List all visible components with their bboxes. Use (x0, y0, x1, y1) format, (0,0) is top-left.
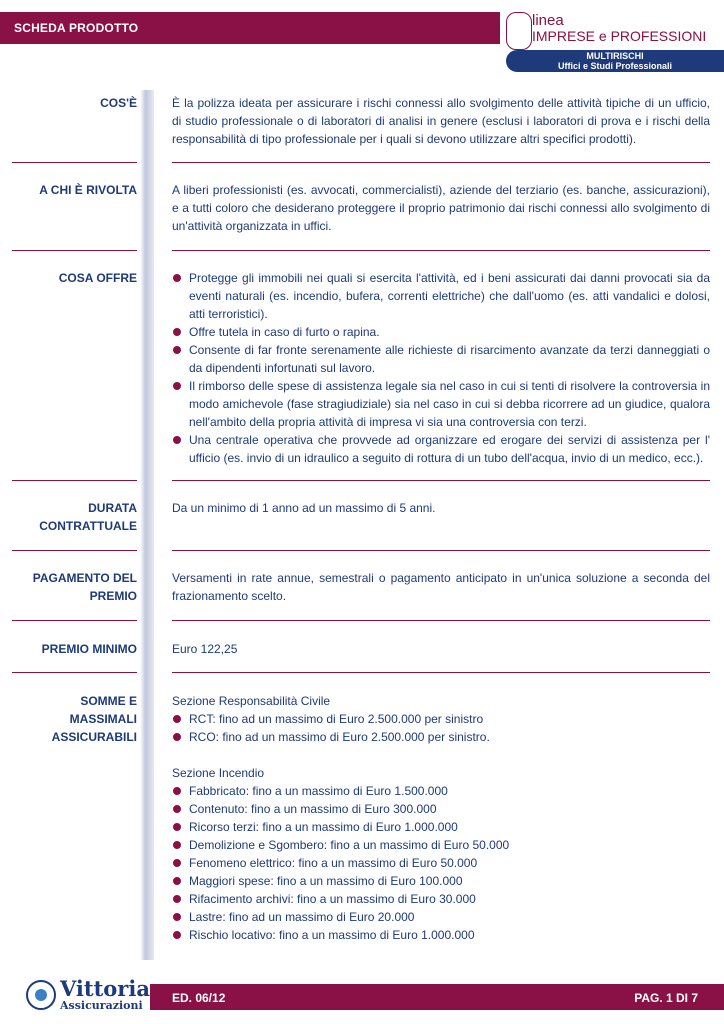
list-item: Protegge gli immobili nei quali si esercita l'attività, ed i beni assicurati dai danni provocati sia da eventi naturali (es. incendio, bufera, correnti elettriche) che dall'uomo (es. atti vandalici e dolosi, atti terroristici). (172, 269, 710, 323)
divider (172, 250, 710, 251)
divider (172, 672, 710, 673)
list-item: Fenomeno elettrico: fino a un massimo di Euro 50.000 (172, 854, 710, 872)
label-pagamento (10, 569, 137, 605)
divider (12, 480, 137, 481)
text-a-chi: A liberi professionisti (es. avvocati, commercialisti), aziende del terziario (es. banche, assicurazioni), e a tutti coloro che desiderano proteggere il proprio patrimonio dai rischi connessi allo svolgimento di un'attività organizzata in uffici. (172, 183, 710, 233)
list-item: Ricorso terzi: fino a un massimo di Euro 1.000.000 (172, 818, 710, 836)
label-pagamento-2: PREMIO (89, 589, 137, 603)
list-item: Fabbricato: fino a un massimo di Euro 1.500.000 (172, 782, 710, 800)
seal-icon (26, 980, 56, 1010)
list-item: Una centrale operativa che provvede ad organizzare ed erogare dei servizi di assistenza per l' ufficio (es. invio di un idraulico a seguito di rottura di un tubo dell'acqua, invio di un medico, ecc.). (172, 431, 710, 467)
label-somme-3: ASSICURABILI (51, 730, 137, 744)
label-durata-1: DURATA (88, 501, 137, 515)
logo-name: Vittoria (60, 976, 150, 1001)
header-bar (0, 12, 500, 44)
list-item: Consente di far fronte serenamente alle richieste di risarcimento avanzate da terzi danneggiati o da dipendenti infortunati sul lavoro. (172, 341, 710, 377)
header-title: SCHEDA PRODOTTO (14, 21, 139, 35)
list-item: Rifacimento archivi: fino a un massimo di Euro 30.000 (172, 890, 710, 908)
label-somme (10, 692, 137, 746)
divider (172, 620, 710, 621)
label-premio-minimo: PREMIO MINIMO (41, 642, 137, 656)
label-durata (10, 499, 137, 535)
page-number: PAG. 1 DI 7 (634, 991, 698, 1005)
divider (12, 162, 137, 163)
list-item: Il rimborso delle spese di assistenza legale sia nel caso in cui si tenti di risolvere la controversia in modo amichevole (fase stragiudiziale) sia nel caso in cui si debba ricorrere ad un giudice, qualora nell'ambito della propria attività di impresa vi sia una controversia con terzi. (172, 377, 710, 431)
decorative-spine (140, 90, 154, 960)
divider (12, 250, 137, 251)
list-item: Contenuto: fino a un massimo di Euro 300.000 (172, 800, 710, 818)
somme-content (172, 692, 710, 944)
vittoria-logo (26, 976, 150, 1016)
list-item: Demolizione e Sgombero: fino a un massimo di Euro 50.000 (172, 836, 710, 854)
label-somme-2: MASSIMALI (69, 712, 137, 726)
text-pagamento: Versamenti in rate annue, semestrali o pagamento anticipato in un'unica soluzione a seconda del frazionamento scelto. (172, 571, 710, 603)
divider (12, 620, 137, 621)
product-line-2: Uffici e Studi Professionali (557, 61, 673, 71)
footer-bar (150, 984, 724, 1010)
text-premio-minimo: Euro 122,25 (172, 642, 238, 656)
edition-label: ED. 06/12 (172, 991, 226, 1005)
list-item: RCT: fino ad un massimo di Euro 2.500.000 per sinistro (172, 710, 710, 728)
product-line-1: MULTIRISCHI (586, 51, 644, 61)
inc-section-title: Sezione Incendio (172, 766, 265, 780)
divider (172, 480, 710, 481)
cosa-offre-list (172, 269, 710, 467)
product-pill (506, 50, 724, 72)
list-item: Offre tutela in caso di furto o rapina. (172, 323, 710, 341)
list-item: RCO: fino ad un massimo di Euro 2.500.000 per sinistro. (172, 728, 710, 746)
list-item: Lastre: fino ad un massimo di Euro 20.000 (172, 908, 710, 926)
label-durata-2: CONTRATTUALE (39, 519, 137, 533)
list-item: Maggiori spese: fino a un massimo di Euro 100.000 (172, 872, 710, 890)
label-a-chi: A CHI È RIVOLTA (39, 183, 137, 197)
brand-linea: linea (532, 12, 564, 29)
list-item: Rischio locativo: fino a un massimo di Euro 1.000.000 (172, 926, 710, 944)
divider (12, 672, 137, 673)
divider (172, 550, 710, 551)
label-pagamento-1: PAGAMENTO DEL (32, 571, 137, 585)
rc-section-title: Sezione Responsabilità Civile (172, 694, 331, 708)
logo-sub: Assicurazioni (60, 999, 143, 1012)
text-cose: È la polizza ideata per assicurare i rischi connessi allo svolgimento delle attività tipiche di un ufficio, di studio professionale o di laboratori di analisi in genere (esclusi i laboratori di prova e i rischi della responsabilità di tipo professionale per i quali si devono utilizzare altri specifici prodotti). (172, 96, 710, 146)
brand-block (502, 10, 724, 72)
text-durata: Da un minimo di 1 anno ad un massimo di 5 anni. (172, 501, 436, 515)
divider (12, 550, 137, 551)
label-somme-1: SOMME E (80, 694, 137, 708)
brand-main: IMPRESE e PROFESSIONI (532, 28, 707, 44)
label-cose: COS'È (100, 96, 137, 110)
brand-bracket-icon (506, 12, 532, 50)
label-cosa-offre: COSA OFFRE (58, 271, 137, 285)
divider (172, 162, 710, 163)
